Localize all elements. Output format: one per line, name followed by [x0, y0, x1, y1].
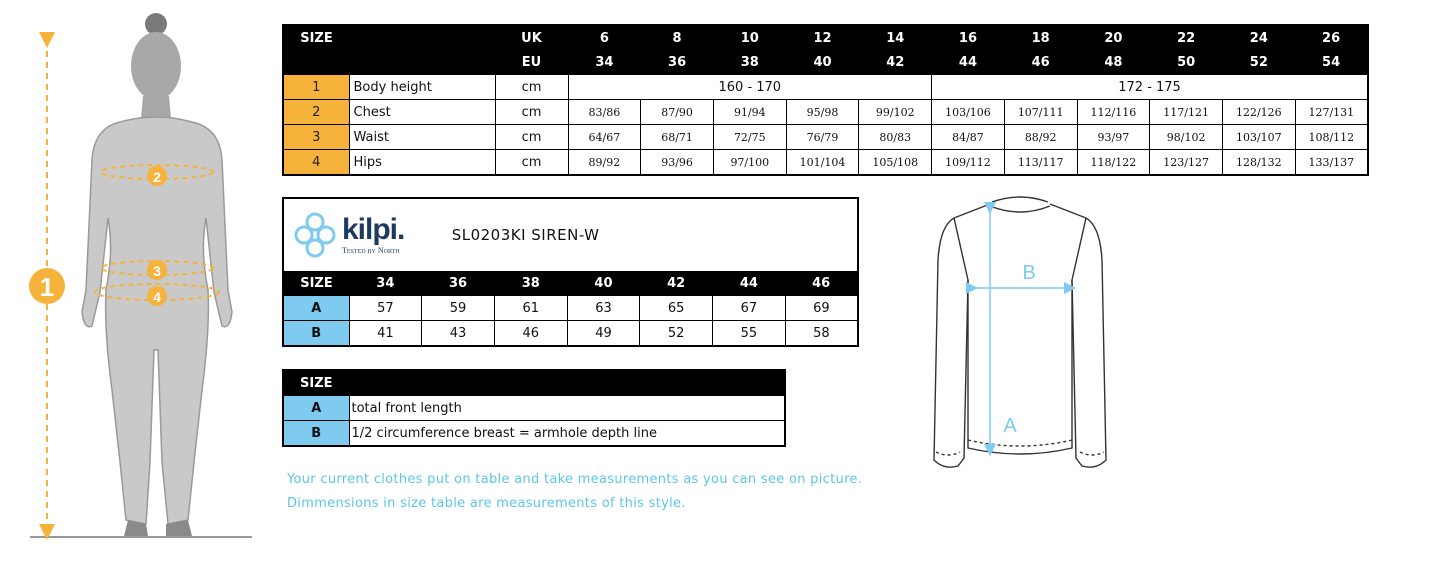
- brand-name: kilpi.: [342, 213, 405, 246]
- brand-row: [283, 198, 858, 271]
- table-cell: 123/127: [1150, 150, 1223, 176]
- product-size-header-row: [283, 271, 858, 296]
- table-cell: 57: [349, 296, 422, 321]
- marker-3: [147, 260, 167, 280]
- row-number: 1: [283, 75, 349, 100]
- eu-size: 44: [932, 50, 1005, 75]
- marker-2: [147, 166, 167, 186]
- eu-size: 42: [859, 50, 932, 75]
- uk-size: 14: [859, 25, 932, 50]
- table-cell: 72/75: [713, 125, 786, 150]
- marker-4: [147, 286, 167, 306]
- table-cell: 59: [422, 296, 495, 321]
- measure-a-row: [283, 296, 858, 321]
- row-number: 4: [283, 150, 349, 176]
- table-cell: 63: [567, 296, 640, 321]
- row-number: 3: [283, 125, 349, 150]
- table-cell: 112/116: [1077, 100, 1150, 125]
- shirt-outline: [934, 197, 1106, 467]
- table-cell: 65: [640, 296, 713, 321]
- table-cell: 88/92: [1004, 125, 1077, 150]
- table-cell: 97/100: [713, 150, 786, 176]
- waist-row: [283, 125, 1368, 150]
- eu-size: 40: [786, 50, 859, 75]
- table-cell: 91/94: [713, 100, 786, 125]
- note-line-1: Your current clothes put on table and take measurements as you can see on picture.: [287, 472, 863, 487]
- eu-size: 34: [568, 50, 641, 75]
- eu-size: 50: [1150, 50, 1223, 75]
- legend-row-a: [283, 396, 785, 421]
- uk-size: 16: [932, 25, 1005, 50]
- table-cell: 83/86: [568, 100, 641, 125]
- table-cell: 52: [640, 321, 713, 347]
- size-header-label: SIZE: [283, 271, 349, 296]
- legend-header-row: [283, 370, 785, 396]
- row-label: Chest: [349, 100, 495, 125]
- row-label: Hips: [349, 150, 495, 176]
- svg-text:1: 1: [39, 272, 55, 302]
- label-b: B: [1022, 262, 1036, 284]
- uk-size: 8: [641, 25, 714, 50]
- eu-size-row: [283, 50, 1368, 75]
- table-cell: 69: [785, 296, 858, 321]
- row-label: Body height: [349, 75, 495, 100]
- legend-text: 1/2 circumference breast = armhole depth line: [349, 421, 785, 447]
- note-line-2: Dimmensions in size table are measurements of this style.: [287, 496, 686, 511]
- legend-label: B: [283, 421, 349, 447]
- body-measurement-figure: [0, 0, 270, 565]
- product-size-table: [282, 197, 859, 347]
- body-height-row: [283, 75, 1368, 100]
- hips-row: [283, 150, 1368, 176]
- table-cell: 103/106: [932, 100, 1005, 125]
- size-col: 42: [640, 271, 713, 296]
- uk-size: 20: [1077, 25, 1150, 50]
- legend-label: A: [283, 396, 349, 421]
- row-label: Waist: [349, 125, 495, 150]
- row-number: 2: [283, 100, 349, 125]
- table-cell: 49: [567, 321, 640, 347]
- table-cell: 127/131: [1295, 100, 1368, 125]
- legend-text: total front length: [349, 396, 785, 421]
- table-cell: 128/132: [1222, 150, 1295, 176]
- row-unit: cm: [495, 75, 568, 100]
- marker-1: [29, 268, 65, 304]
- table-cell: 93/96: [641, 150, 714, 176]
- table-cell: 117/121: [1150, 100, 1223, 125]
- chest-row: [283, 100, 1368, 125]
- legend-row-b: [283, 421, 785, 447]
- uk-size: 26: [1295, 25, 1368, 50]
- table-cell: 64/67: [568, 125, 641, 150]
- table-cell: 87/90: [641, 100, 714, 125]
- table-cell: 84/87: [932, 125, 1005, 150]
- kilpi-knot-icon: [292, 210, 338, 260]
- uk-size: 12: [786, 25, 859, 50]
- eu-size: 48: [1077, 50, 1150, 75]
- table-cell: 76/79: [786, 125, 859, 150]
- table-cell: 93/97: [1077, 125, 1150, 150]
- legend-title: SIZE: [283, 370, 785, 396]
- uk-size: 10: [713, 25, 786, 50]
- table-cell: 68/71: [641, 125, 714, 150]
- size-chart-table: [282, 24, 1369, 176]
- table-cell: 109/112: [932, 150, 1005, 176]
- eu-size: 54: [1295, 50, 1368, 75]
- height-range: 172 - 175: [932, 75, 1368, 100]
- uk-label: UK: [495, 25, 568, 50]
- measure-b-row: [283, 321, 858, 347]
- size-col: 34: [349, 271, 422, 296]
- row-label: A: [283, 296, 349, 321]
- svg-text:3: 3: [153, 263, 161, 279]
- label-a: A: [1003, 415, 1017, 437]
- table-cell: 58: [785, 321, 858, 347]
- table-cell: 80/83: [859, 125, 932, 150]
- table-cell: 95/98: [786, 100, 859, 125]
- row-unit: cm: [495, 100, 568, 125]
- svg-text:2: 2: [153, 169, 161, 185]
- eu-size: 36: [641, 50, 714, 75]
- table-cell: 43: [422, 321, 495, 347]
- measurement-legend-table: [282, 369, 786, 447]
- table-cell: 122/126: [1222, 100, 1295, 125]
- model-name: SL0203KI SIREN-W: [451, 226, 600, 244]
- uk-size: 6: [568, 25, 641, 50]
- table-cell: 105/108: [859, 150, 932, 176]
- size-col: 46: [785, 271, 858, 296]
- table-cell: 118/122: [1077, 150, 1150, 176]
- size-col: 44: [713, 271, 786, 296]
- table-cell: 41: [349, 321, 422, 347]
- table-cell: 108/112: [1295, 125, 1368, 150]
- table-cell: 133/137: [1295, 150, 1368, 176]
- uk-size: 24: [1222, 25, 1295, 50]
- table-cell: 46: [494, 321, 567, 347]
- size-col: 36: [422, 271, 495, 296]
- uk-size-row: [283, 25, 1368, 50]
- eu-size: 52: [1222, 50, 1295, 75]
- row-label: B: [283, 321, 349, 347]
- eu-label: EU: [495, 50, 568, 75]
- table-cell: 103/107: [1222, 125, 1295, 150]
- table-cell: 89/92: [568, 150, 641, 176]
- table-cell: 98/102: [1150, 125, 1223, 150]
- table-cell: 107/111: [1004, 100, 1077, 125]
- table-cell: 99/102: [859, 100, 932, 125]
- brand-tagline: Tested by North: [342, 246, 400, 255]
- size-col: 38: [494, 271, 567, 296]
- brand-logo: [283, 198, 422, 271]
- shirt-diagram: [920, 190, 1120, 480]
- eu-size: 38: [713, 50, 786, 75]
- eu-size: 46: [1004, 50, 1077, 75]
- svg-text:4: 4: [153, 289, 161, 305]
- table-cell: 61: [494, 296, 567, 321]
- row-unit: cm: [495, 150, 568, 176]
- uk-size: 18: [1004, 25, 1077, 50]
- table-cell: 101/104: [786, 150, 859, 176]
- size-header-label: SIZE: [283, 25, 349, 50]
- table-cell: 55: [713, 321, 786, 347]
- row-unit: cm: [495, 125, 568, 150]
- uk-size: 22: [1150, 25, 1223, 50]
- table-cell: 113/117: [1004, 150, 1077, 176]
- size-col: 40: [567, 271, 640, 296]
- table-cell: 67: [713, 296, 786, 321]
- height-range: 160 - 170: [568, 75, 932, 100]
